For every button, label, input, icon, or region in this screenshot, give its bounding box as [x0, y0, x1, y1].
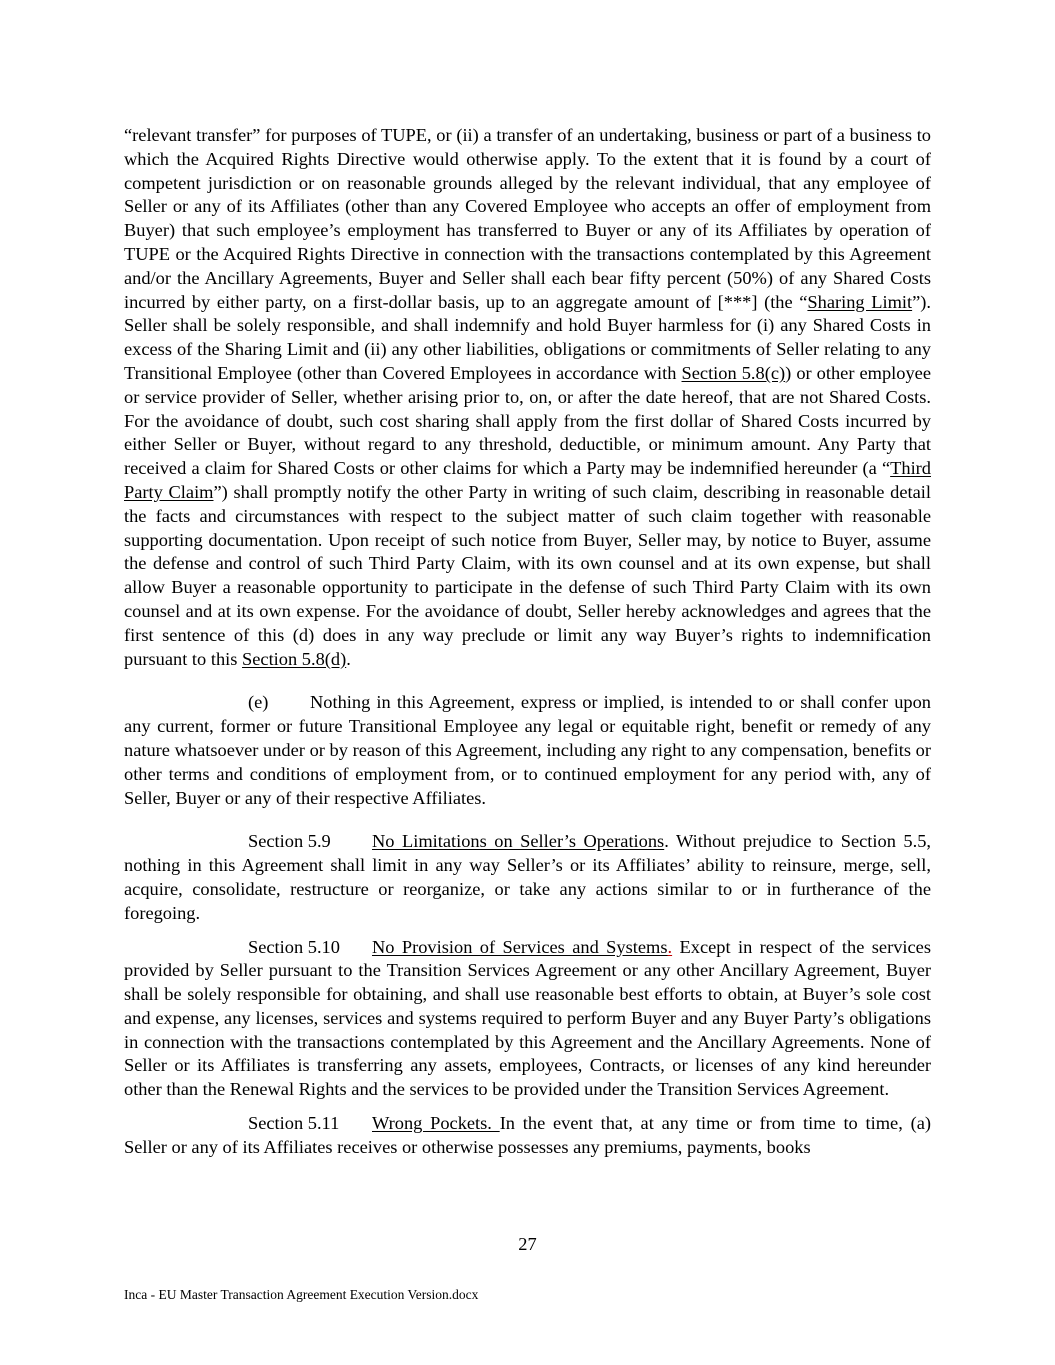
paragraph-text: .: [346, 648, 351, 669]
paragraph-e-text: Nothing in this Agreement, express or implied, is intended to or shall confer upon any current, former or future Transitional Employee any legal or equitable right, benefit or remedy of any nature whatsoever under or by reason of this Agreement, including any right to any compensation, benefits or other terms and conditions of employment from, or to continued employment for any period with, any of Seller, Buyer or any of their respective Affiliates.: [124, 692, 931, 808]
section-reference-5-8d: Section 5.8(d): [242, 648, 347, 669]
paragraph-text: ) or other employee or service provider of Seller, whether arising prior to, on, or after the date hereof, that are not Shared Costs. For the avoidance of doubt, such cost sharing shall apply from the first dollar of Shared Costs incurred by either Seller or Buyer, without regard to any threshold, deductible, or minimum amount. Any Party that received a claim for Shared Costs or other claims for which a Party may be indemnified hereunder (a “: [124, 362, 932, 479]
section-text: . Without prejudice to Section 5.5, nothing in this Agreement shall limit in any way Seller’s or its Affiliates’ ability to reinsure, merge, sell, acquire, consolidate, restructure or reorganize, or take any actions similar to or in furtherance of the foregoing.: [124, 831, 932, 923]
paragraph-text: “relevant transfer” for purposes of TUPE, or (ii) a transfer of an undertaking, business or part of a business to which the Acquired Rights Directive would otherwise apply. To the extent that it is found by a court of competent jurisdiction or on reasonable grounds alleged by the relevant individual, that any employee of Seller or any of its Affiliates (other than any Covered Employee who accepts an offer of employment from Buyer) that such employee’s employment has transferred to Buyer or any of its Affiliates by operation of TUPE or the Acquired Rights Directive in connection with the transactions contemplated by this Agreement and/or the Ancillary Agreements, Buyer and Seller shall each bear fifty percent (50%) of any Shared Costs incurred by either party, on a first-dollar basis, up to an aggregate amount of [***] (the “: [124, 125, 931, 312]
section-reference-5-8c: Section 5.8(c): [681, 362, 786, 383]
section-5-9: [124, 830, 931, 925]
document-body: [124, 124, 931, 1160]
paragraph-e: [124, 691, 931, 810]
page-number: 27: [518, 1234, 537, 1254]
section-heading: No Provision of Services and Systems: [372, 936, 668, 957]
section-number: Section 5.11: [248, 1113, 340, 1134]
defined-term-sharing-limit: Sharing Limit: [807, 291, 913, 312]
section-text: In the event that, at any time or from time to time, (a) Seller or any of its Affiliates receives or otherwise possesses any premiums, payments, books: [124, 1113, 931, 1157]
defined-term-third-party-claim: Third Party Claim: [124, 458, 931, 502]
section-heading: No Limitations on Seller’s Operations: [372, 831, 665, 852]
section-5-11: [124, 1112, 931, 1160]
section-5-10: [124, 936, 931, 1103]
section-number: Section 5.9: [248, 831, 331, 852]
paragraph-d-continuation: [124, 124, 931, 671]
document-footer: Inca - EU Master Transaction Agreement Execution Version.docx: [124, 1287, 479, 1302]
section-heading-period: .: [667, 936, 673, 957]
paragraph-text: ”) shall promptly notify the other Party in writing of such claim, describing in reasonable detail the facts and circumstances with respect to the subject matter of such claim together with reasonable supporting documentation. Upon receipt of such notice from Buyer, Seller may, by notice to Buyer, assume the defense and control of such Third Party Claim, with its own counsel and at its own expense, but shall allow Buyer a reasonable opportunity to participate in the defense of such Third Party Claim with its own counsel and at its own expense. For the avoidance of doubt, Seller hereby acknowledges and agrees that the first sentence of this (d) does in any way preclude or limit any way Buyer’s rights to indemnification pursuant to this: [124, 481, 931, 669]
paragraph-e-label: (e): [248, 692, 269, 713]
section-text: Except in respect of the services provided by Seller pursuant to the Transition Services Agreement or any other Ancillary Agreement, Buyer shall be solely responsible for obtaining, and shall use reasonable best efforts to obtain, at Buyer’s sole cost and expense, any licenses, services and systems required to perform Buyer and any Buyer Party’s obligations in connection with the transactions contemplated by this Agreement and the Ancillary Agreements. None of Seller or its Affiliates is transferring any assets, employees, Contracts, or licenses of any kind hereunder other than the Renewal Rights and the services to be provided under the Transition Services Agreement.: [124, 936, 931, 1100]
section-number: Section 5.10: [248, 936, 340, 957]
paragraph-text: ”). Seller shall be solely responsible, and shall indemnify and hold Buyer harmless for (i) any Shared Costs in excess of the Sharing Limit and (ii) any other liabilities, obligations or commitments of Seller relating to any Transitional Employee (other than Covered Employees in accordance with: [124, 291, 931, 383]
section-heading: Wrong Pockets.: [372, 1113, 500, 1134]
